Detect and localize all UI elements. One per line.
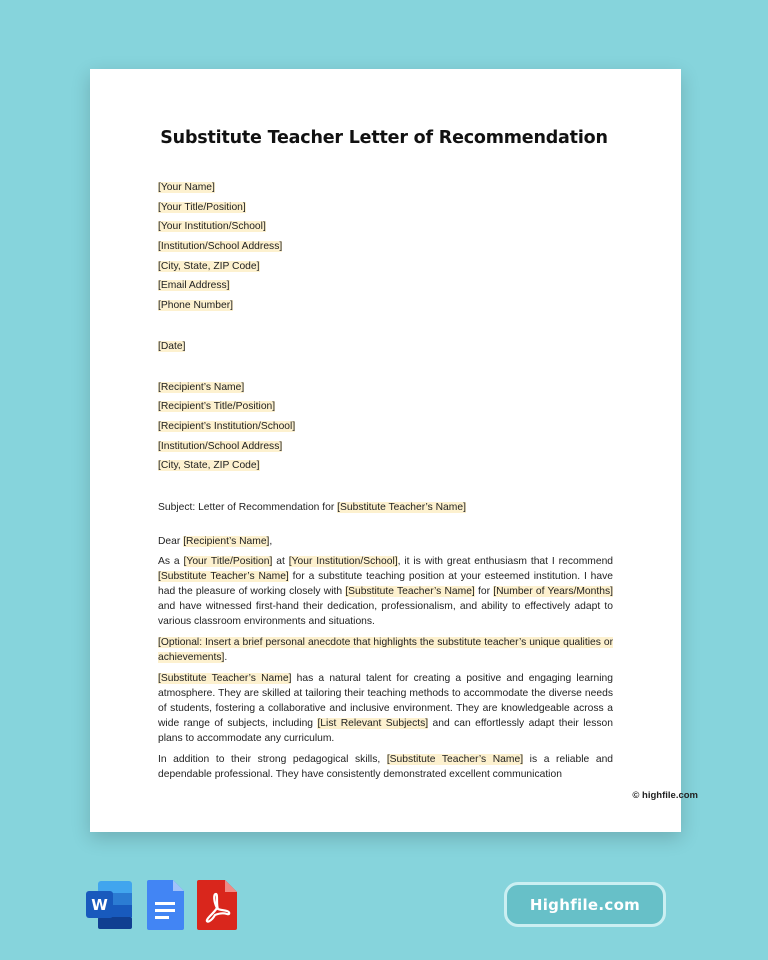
recipient-block — [158, 380, 613, 478]
word-icon[interactable] — [86, 878, 134, 932]
letter-paragraph — [158, 635, 613, 665]
letter-paragraphs — [158, 554, 613, 782]
placeholder-field: [Substitute Teacher’s Name] — [345, 585, 475, 597]
google-docs-icon[interactable] — [146, 878, 186, 932]
svg-text:W: W — [91, 896, 108, 914]
paragraph-text: , it is with great enthusiasm that I recommend — [397, 555, 613, 567]
recipient-city: [City, State, ZIP Code] — [158, 460, 260, 472]
placeholder-field: [Your Institution/School] — [288, 555, 398, 567]
sender-name: [Your Name] — [158, 182, 215, 193]
letter-date: [Date] — [158, 340, 186, 352]
pdf-icon[interactable] — [196, 878, 238, 932]
paragraph-text: is a reliable and dependable professional. They have consistently demonstrated excellent communication — [158, 753, 613, 780]
sender-title: [Your Title/Position] — [158, 201, 246, 213]
sender-city: [City, State, ZIP Code] — [158, 260, 260, 272]
paragraph-text: for — [474, 585, 494, 597]
placeholder-field: [Optional: Insert a brief personal anecdote that highlights the substitute teacher’s unique qualities or achievements] — [158, 636, 613, 663]
paragraph-text: for a substitute teaching position at your esteemed institution. I have had the pleasure of working closely with — [158, 570, 613, 597]
document-title: Substitute Teacher Letter of Recommendation — [160, 128, 608, 148]
paragraph-text: In addition to their strong pedagogical skills, — [158, 753, 387, 765]
paragraph-text: As a — [158, 555, 184, 567]
placeholder-field: [List Relevant Subjects] — [317, 717, 429, 729]
paragraph-text: . — [224, 651, 228, 663]
placeholder-field: [Number of Years/Months] — [493, 585, 613, 597]
sender-block — [158, 180, 613, 318]
letter-body — [158, 180, 613, 790]
recipient-name: [Recipient’s Name] — [158, 381, 245, 393]
subject-line: Subject: Letter of Recommendation for [Substitute Teacher’s Name] — [158, 501, 466, 513]
paragraph-text: at — [272, 555, 289, 567]
paragraph-text: has a natural talent for creating a positive and engaging learning atmosphere. They are skilled at tailoring their teaching methods to accommodate the diverse needs of students, fostering a collaborative and inclusive environment. They are knowledgeable across a wide range of subjects, including — [158, 672, 613, 729]
highfile-link-button[interactable]: Highfile.com — [504, 882, 666, 927]
recipient-institution: [Recipient’s Institution/School] — [158, 420, 296, 432]
recipient-title: [Recipient’s Title/Position] — [158, 401, 276, 413]
letter-paragraph — [158, 554, 613, 629]
sender-phone: [Phone Number] — [158, 300, 233, 312]
date-block — [158, 339, 613, 359]
paragraph-text: and have witnessed first-hand their dedication, professionalism, and ability to effectively adapt to various classroom environments and situations. — [158, 600, 613, 627]
placeholder-field: [Your Title/Position] — [183, 555, 273, 567]
placeholder-field: [Substitute Teacher’s Name] — [158, 672, 292, 684]
sender-institution: [Your Institution/School] — [158, 221, 266, 233]
recipient-address: [Institution/School Address] — [158, 440, 283, 452]
sender-email: [Email Address] — [158, 280, 230, 292]
paragraph-text: and can effortlessly adapt their lesson plans to accommodate any curriculum. — [158, 717, 613, 744]
placeholder-field: [Substitute Teacher’s Name] — [386, 753, 524, 765]
watermark: © highfile.com — [632, 790, 698, 801]
letter-paragraph — [158, 671, 613, 746]
placeholder-field: [Substitute Teacher’s Name] — [158, 570, 289, 582]
salutation: Dear [Recipient’s Name], — [158, 535, 273, 547]
sender-address: [Institution/School Address] — [158, 241, 283, 253]
letter-paragraph — [158, 752, 613, 782]
